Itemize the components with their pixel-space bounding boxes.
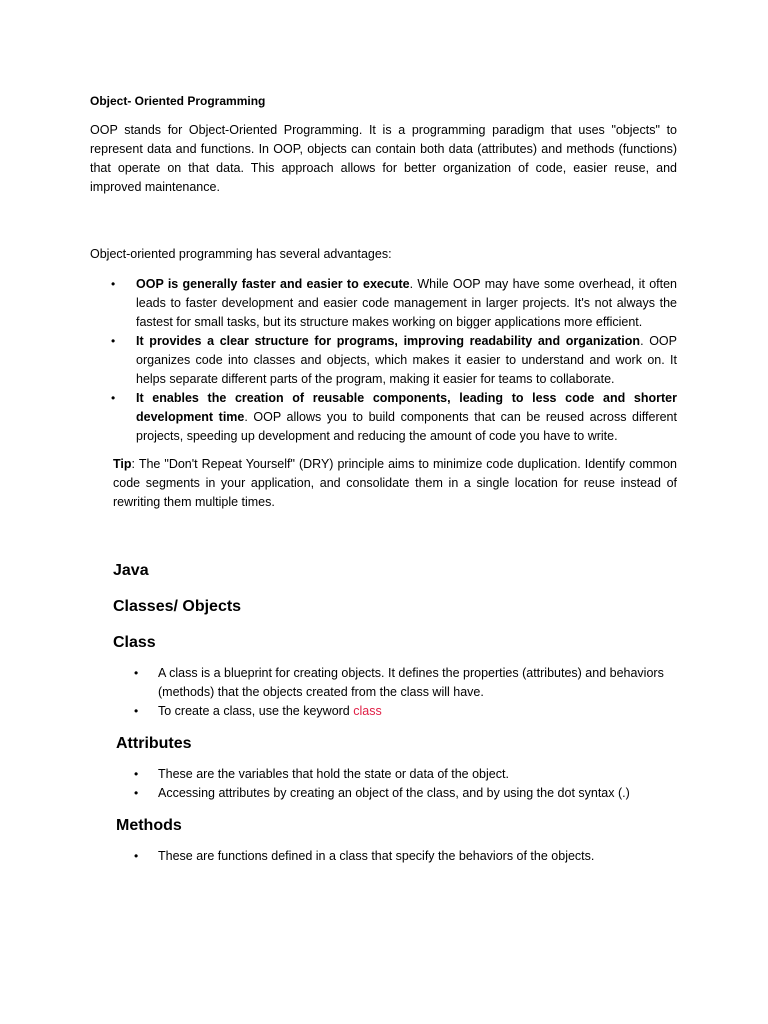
- bullet-icon: •: [111, 391, 116, 405]
- class-heading: Class: [113, 634, 156, 651]
- advantages-list: [90, 275, 677, 446]
- bullet-icon: •: [134, 704, 139, 718]
- list-item: [90, 389, 677, 446]
- list-item-text: These are functions defined in a class that specify the behaviors of the objects.: [158, 849, 595, 863]
- methods-heading: Methods: [116, 817, 182, 834]
- list-item: [113, 784, 677, 803]
- document-page: [90, 94, 677, 866]
- classes-objects-heading: Classes/ Objects: [113, 598, 242, 615]
- methods-list: [113, 847, 677, 866]
- bullet-icon: •: [111, 334, 116, 348]
- java-section: [113, 560, 677, 866]
- class-keyword: class: [353, 704, 382, 718]
- advantages-intro: Object-oriented programming has several advantages:: [90, 247, 392, 261]
- attributes-heading: Attributes: [116, 735, 192, 752]
- tip-text: : The "Don't Repeat Yourself" (DRY) principle aims to minimize code duplication. Identify common code segments in your application, and consolidate them in a single location for reuse instead of rewriting them multiple times.: [113, 457, 677, 509]
- list-item-text: A class is a blueprint for creating objects. It defines the properties (attributes) and behaviors (methods) that the objects created from the class will have.: [158, 666, 664, 699]
- bullet-icon: •: [111, 277, 116, 291]
- intro-paragraph: OOP stands for Object-Oriented Programming. It is a programming paradigm that uses "objects" to represent data and functions. In OOP, objects can contain both data (attributes) and methods (functions) that operate on that data. This approach allows for better organization of code, easier reuse, and improved maintenance.: [90, 123, 677, 194]
- advantage-text: . OOP organizes code into classes and objects, which makes it easier to understand and work on. It helps separate different parts of the program, making it easier for teams to collaborate.: [136, 334, 677, 386]
- advantage-bold: OOP is generally faster and easier to execute: [136, 277, 410, 291]
- advantage-bold: It enables the creation of reusable components, leading to less code and shorter development time: [136, 391, 677, 424]
- list-item: [113, 702, 677, 721]
- advantage-text: . While OOP may have some overhead, it often leads to faster development and easier code management in larger projects. It's not always the fastest for small tasks, but its structure makes working on bigger applications more efficient.: [136, 277, 677, 329]
- document-title: Object- Oriented Programming: [90, 94, 266, 108]
- tip-label: Tip: [113, 457, 132, 471]
- java-heading: Java: [113, 562, 149, 579]
- list-item-text: To create a class, use the keyword: [158, 704, 354, 718]
- list-item: [113, 664, 677, 702]
- list-item-text: Accessing attributes by creating an object of the class, and by using the dot syntax (.): [158, 786, 630, 800]
- bullet-icon: •: [134, 767, 139, 781]
- list-item: [113, 847, 677, 866]
- bullet-icon: •: [134, 786, 139, 800]
- list-item: [90, 275, 677, 332]
- advantage-text: . OOP allows you to build components that can be reused across different projects, speeding up development and reducing the amount of code you have to write.: [136, 410, 677, 443]
- list-item-text: These are the variables that hold the state or data of the object.: [158, 767, 509, 781]
- advantage-bold: It provides a clear structure for programs, improving readability and organization: [136, 334, 641, 348]
- tip-paragraph: [113, 455, 677, 512]
- bullet-icon: •: [134, 849, 139, 863]
- list-item: [113, 765, 677, 784]
- bullet-icon: •: [134, 666, 139, 680]
- class-list: [113, 664, 677, 721]
- attributes-list: [113, 765, 677, 803]
- list-item: [90, 332, 677, 389]
